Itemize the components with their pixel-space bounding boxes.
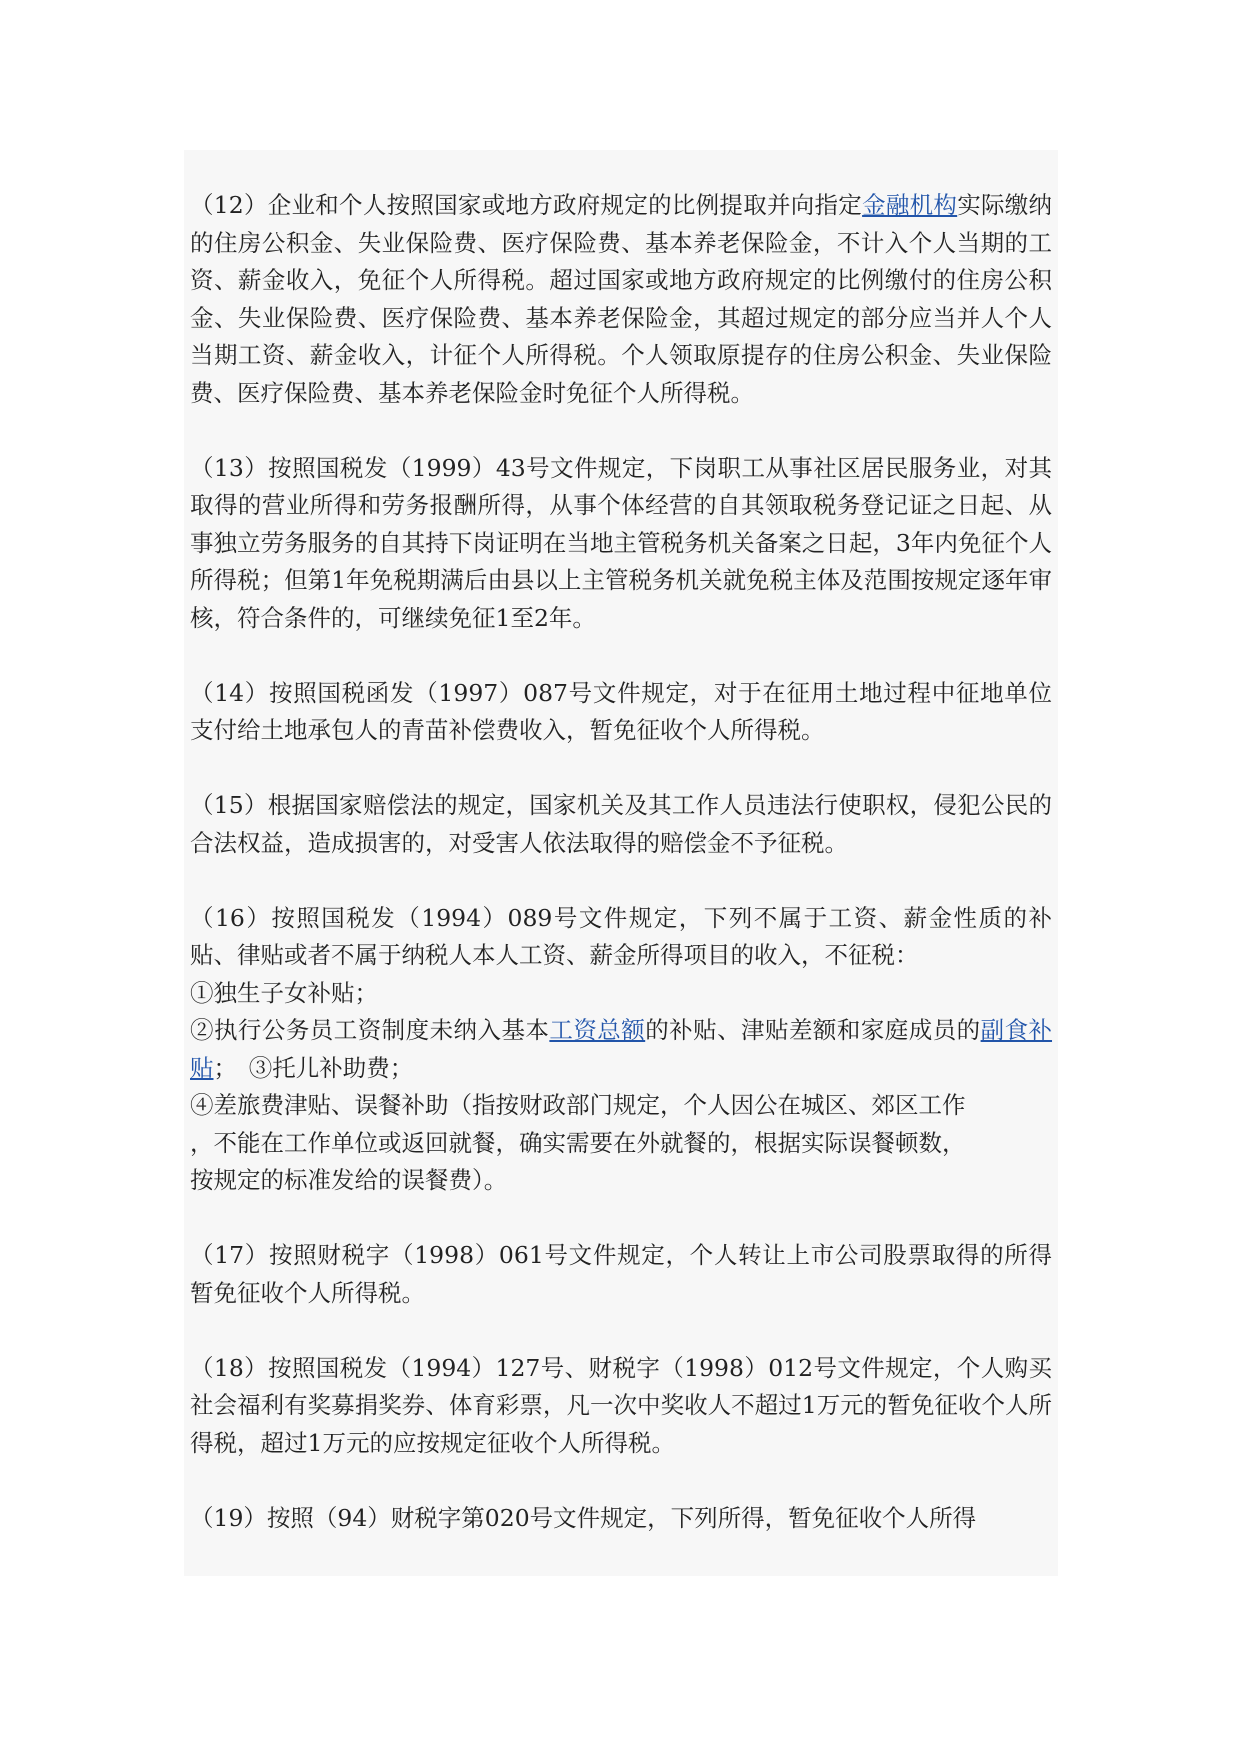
paragraph-14: （14）按照国税函发（1997）087号文件规定，对于在征用土地过程中征地单位支付给土地承包人的青苗补偿费收入，暂免征收个人所得税。 (190, 678, 1052, 744)
paragraph-16-item-1: ①独生子女补贴； (190, 978, 378, 1007)
paragraph-19: （19）按照（94）财税字第020号文件规定，下列所得，暂免征收个人所得 (190, 1503, 977, 1532)
paragraph-17: （17）按照财税字（1998）061号文件规定，个人转让上市公司股票取得的所得暂免征收个人所得税。 (190, 1241, 1052, 1307)
link-financial-institution[interactable]: 金融机构 (862, 191, 958, 219)
item-2-text-end: ； ③托儿补助费； (213, 1053, 414, 1082)
paragraph-16-item-4-line-1: ④差旅费津贴、误餐补助（指按财政部门规定，个人因公在城区、郊区工作 (190, 1091, 966, 1119)
paragraph-12 (190, 187, 1052, 412)
paragraph-16 (190, 900, 1052, 1200)
paragraph-15: （15）根据国家赔偿法的规定，国家机关及其工作人员违法行使职权，侵犯公民的合法权益，造成损害的，对受害人依法取得的赔偿金不予征税。 (190, 791, 1052, 857)
link-total-wages[interactable]: 工资总额 (549, 1016, 646, 1044)
document-content (190, 187, 1052, 1575)
document-panel (184, 150, 1058, 1576)
paragraph-12-text-end: 实际缴纳的住房公积金、失业保险费、医疗保险费、基本养老保险金，不计入个人当期的工资、薪金收入，免征个人所得税。超过国家或地方政府规定的比例缴付的住房公积金、失业保险费、医疗保险费、基本养老保险金，其超过规定的部分应当并人个人当期工资、薪金收入，计征个人所得税。个人领取原提存的住房公积金、失业保险费、医疗保险费、基本养老保险金时免征个人所得税。 (190, 191, 1053, 407)
paragraph-16-item-4-line-2: ，不能在工作单位或返回就餐，确实需要在外就餐的，根据实际误餐顿数， (190, 1128, 966, 1157)
paragraph-16-intro: （16）按照国税发（1994）089号文件规定，下列不属于工资、薪金性质的补贴、律贴或者不属于纳税人本人工资、薪金所得项目的收入，不征税： (190, 903, 1052, 969)
link-food-subsidy[interactable]: 副食补贴 (190, 1016, 1053, 1082)
item-2-text-start: ②执行公务员工资制度未纳入基本 (190, 1016, 550, 1044)
paragraph-16-item-4-line-3: 按规定的标准发给的误餐费）。 (190, 1166, 508, 1194)
paragraph-16-item-2 (190, 1012, 1052, 1087)
paragraph-13: （13）按照国税发（1999）43号文件规定，下岗职工从事社区居民服务业，对其取得的营业所得和劳务报酬所得，从事个体经营的自其领取税务登记证之日起、从事独立劳务服务的自其持下岗证明在当地主管税务机关备案之日起，3年内免征个人所得税；但第1年免税期满后由县以上主管税务机关就免税主体及范围按规定逐年审核，符合条件的，可继续免征1至2年。 (190, 453, 1052, 632)
paragraph-12-text-start: （12）企业和个人按照国家或地方政府规定的比例提取并向指定 (190, 191, 863, 219)
item-2-text-middle: 的补贴、津贴差额和家庭成员的 (645, 1016, 981, 1044)
paragraph-18: （18）按照国税发（1994）127号、财税字（1998）012号文件规定，个人购买社会福利有奖募捐奖券、体育彩票，凡一次中奖收人不超过1万元的暂免征收个人所得税，超过1万元的应按规定征收个人所得税。 (190, 1353, 1052, 1457)
